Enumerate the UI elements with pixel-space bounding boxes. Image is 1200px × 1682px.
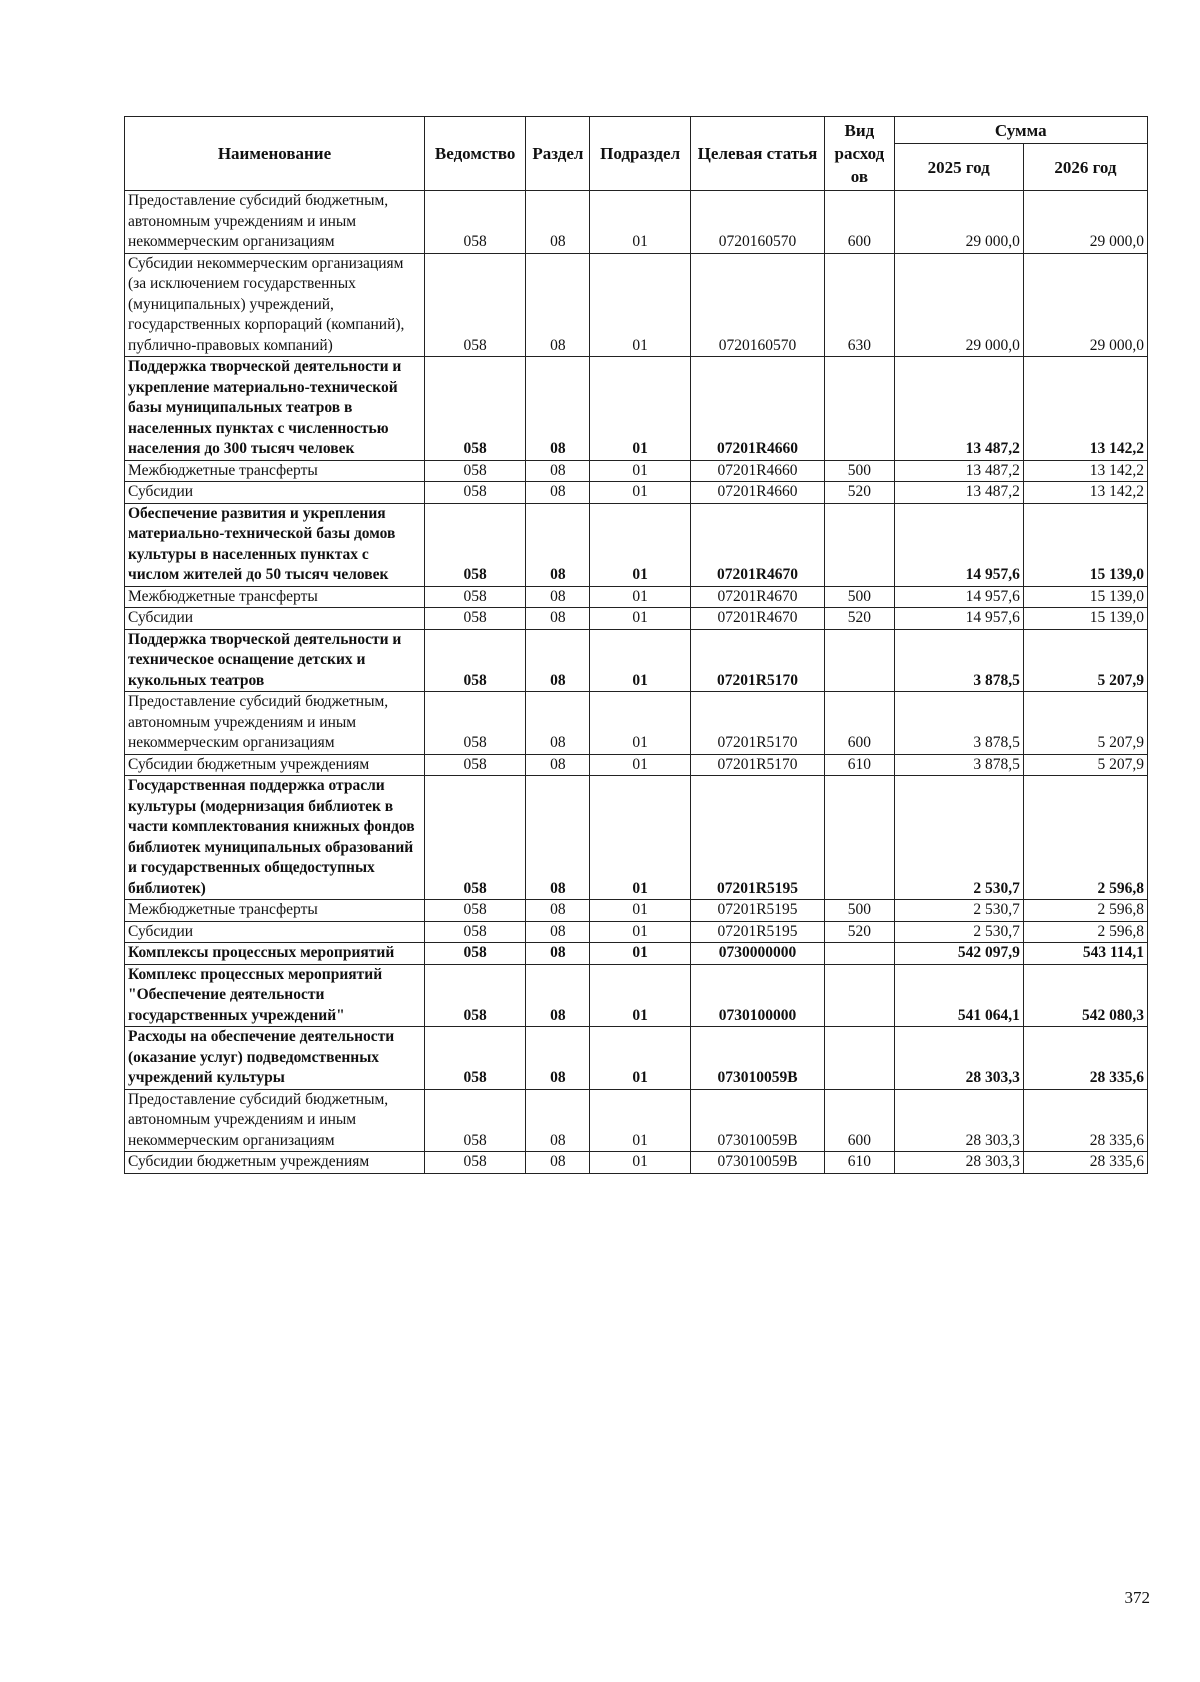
cell-name: Межбюджетные трансферты bbox=[125, 586, 425, 608]
cell-2026: 29 000,0 bbox=[1023, 191, 1147, 254]
cell-2025: 2 530,7 bbox=[894, 921, 1023, 943]
table-row bbox=[125, 1152, 1148, 1174]
cell-target: 07201R4670 bbox=[690, 608, 824, 630]
cell-vid bbox=[825, 1027, 894, 1090]
table-row bbox=[125, 900, 1148, 922]
cell-target: 07201R4660 bbox=[690, 357, 824, 461]
cell-target: 0730100000 bbox=[690, 964, 824, 1027]
header-vedomstvo: Ведомство bbox=[424, 117, 525, 191]
cell-razdel: 08 bbox=[526, 1089, 590, 1152]
cell-podrazdel: 01 bbox=[590, 1089, 690, 1152]
table-row bbox=[125, 191, 1148, 254]
table-body bbox=[125, 191, 1148, 1174]
cell-target: 07201R5170 bbox=[690, 629, 824, 692]
cell-2025: 28 303,3 bbox=[894, 1027, 1023, 1090]
cell-name: Поддержка творческой деятельности и техническое оснащение детских и кукольных театров bbox=[125, 629, 425, 692]
cell-2026: 29 000,0 bbox=[1023, 253, 1147, 357]
cell-name: Субсидии bbox=[125, 921, 425, 943]
cell-vid bbox=[825, 776, 894, 900]
cell-vid bbox=[825, 964, 894, 1027]
table-row bbox=[125, 460, 1148, 482]
cell-podrazdel: 01 bbox=[590, 357, 690, 461]
cell-vedomstvo: 058 bbox=[424, 921, 525, 943]
header-2025: 2025 год bbox=[894, 144, 1023, 191]
cell-2025: 29 000,0 bbox=[894, 253, 1023, 357]
cell-2025: 14 957,6 bbox=[894, 586, 1023, 608]
cell-razdel: 08 bbox=[526, 460, 590, 482]
cell-vid bbox=[825, 357, 894, 461]
table-row bbox=[125, 754, 1148, 776]
cell-razdel: 08 bbox=[526, 900, 590, 922]
cell-2026: 28 335,6 bbox=[1023, 1089, 1147, 1152]
cell-vid: 500 bbox=[825, 460, 894, 482]
cell-vid: 610 bbox=[825, 1152, 894, 1174]
cell-vid: 500 bbox=[825, 900, 894, 922]
cell-vedomstvo: 058 bbox=[424, 608, 525, 630]
table-row bbox=[125, 1089, 1148, 1152]
cell-2026: 542 080,3 bbox=[1023, 964, 1147, 1027]
cell-vedomstvo: 058 bbox=[424, 191, 525, 254]
cell-podrazdel: 01 bbox=[590, 253, 690, 357]
cell-name: Предоставление субсидий бюджетным, автономным учреждениям и иным некоммерческим организациям bbox=[125, 1089, 425, 1152]
cell-name: Субсидии бюджетным учреждениям bbox=[125, 754, 425, 776]
cell-podrazdel: 01 bbox=[590, 692, 690, 755]
cell-name: Межбюджетные трансферты bbox=[125, 900, 425, 922]
cell-vid: 600 bbox=[825, 191, 894, 254]
cell-2025: 13 487,2 bbox=[894, 357, 1023, 461]
cell-target: 0720160570 bbox=[690, 191, 824, 254]
cell-2026: 5 207,9 bbox=[1023, 692, 1147, 755]
cell-podrazdel: 01 bbox=[590, 776, 690, 900]
page-number: 372 bbox=[1124, 1588, 1150, 1607]
cell-vedomstvo: 058 bbox=[424, 503, 525, 586]
cell-razdel: 08 bbox=[526, 253, 590, 357]
table-row bbox=[125, 482, 1148, 504]
header-2026: 2026 год bbox=[1023, 144, 1147, 191]
budget-table bbox=[124, 116, 1148, 1174]
cell-name: Поддержка творческой деятельности и укрепление материально-технической базы муниципальных театров в населенных пунктах с численностью населения до 300 тысяч человек bbox=[125, 357, 425, 461]
table-row bbox=[125, 776, 1148, 900]
table-row bbox=[125, 692, 1148, 755]
cell-vid: 520 bbox=[825, 921, 894, 943]
cell-name: Государственная поддержка отрасли культуры (модернизация библиотек в части комплектования книжных фондов библиотек муниципальных образований и государственных общедоступных библиотек) bbox=[125, 776, 425, 900]
cell-vid: 520 bbox=[825, 608, 894, 630]
cell-2026: 13 142,2 bbox=[1023, 482, 1147, 504]
cell-2026: 15 139,0 bbox=[1023, 586, 1147, 608]
cell-podrazdel: 01 bbox=[590, 191, 690, 254]
cell-name: Межбюджетные трансферты bbox=[125, 460, 425, 482]
cell-2025: 2 530,7 bbox=[894, 900, 1023, 922]
cell-name: Субсидии bbox=[125, 482, 425, 504]
cell-vid bbox=[825, 943, 894, 965]
cell-2026: 28 335,6 bbox=[1023, 1027, 1147, 1090]
cell-vedomstvo: 058 bbox=[424, 776, 525, 900]
cell-2026: 2 596,8 bbox=[1023, 921, 1147, 943]
cell-name: Предоставление субсидий бюджетным, автономным учреждениям и иным некоммерческим организациям bbox=[125, 191, 425, 254]
cell-2025: 13 487,2 bbox=[894, 482, 1023, 504]
cell-vid bbox=[825, 629, 894, 692]
cell-vedomstvo: 058 bbox=[424, 1089, 525, 1152]
cell-target: 07201R5170 bbox=[690, 692, 824, 755]
cell-2026: 2 596,8 bbox=[1023, 776, 1147, 900]
cell-podrazdel: 01 bbox=[590, 629, 690, 692]
cell-target: 073010059В bbox=[690, 1152, 824, 1174]
cell-vedomstvo: 058 bbox=[424, 1027, 525, 1090]
cell-name: Предоставление субсидий бюджетным, автономным учреждениям и иным некоммерческим организациям bbox=[125, 692, 425, 755]
cell-2026: 5 207,9 bbox=[1023, 629, 1147, 692]
cell-target: 07201R4660 bbox=[690, 460, 824, 482]
cell-target: 0720160570 bbox=[690, 253, 824, 357]
cell-vedomstvo: 058 bbox=[424, 1152, 525, 1174]
cell-vedomstvo: 058 bbox=[424, 357, 525, 461]
cell-podrazdel: 01 bbox=[590, 503, 690, 586]
cell-vedomstvo: 058 bbox=[424, 754, 525, 776]
cell-vid: 600 bbox=[825, 692, 894, 755]
cell-razdel: 08 bbox=[526, 943, 590, 965]
cell-target: 07201R4660 bbox=[690, 482, 824, 504]
cell-name: Комплекс процессных мероприятий "Обеспечение деятельности государственных учреждений" bbox=[125, 964, 425, 1027]
cell-vid: 610 bbox=[825, 754, 894, 776]
cell-podrazdel: 01 bbox=[590, 460, 690, 482]
cell-2026: 28 335,6 bbox=[1023, 1152, 1147, 1174]
cell-2025: 2 530,7 bbox=[894, 776, 1023, 900]
cell-vedomstvo: 058 bbox=[424, 900, 525, 922]
cell-target: 073010059В bbox=[690, 1027, 824, 1090]
cell-podrazdel: 01 bbox=[590, 608, 690, 630]
header-summa: Сумма bbox=[894, 117, 1147, 144]
cell-vid: 500 bbox=[825, 586, 894, 608]
cell-razdel: 08 bbox=[526, 692, 590, 755]
cell-razdel: 08 bbox=[526, 964, 590, 1027]
cell-razdel: 08 bbox=[526, 503, 590, 586]
header-target: Целевая статья bbox=[690, 117, 824, 191]
cell-razdel: 08 bbox=[526, 191, 590, 254]
cell-vedomstvo: 058 bbox=[424, 586, 525, 608]
header-name: Наименование bbox=[125, 117, 425, 191]
cell-name: Комплексы процессных мероприятий bbox=[125, 943, 425, 965]
cell-name: Обеспечение развития и укрепления материально-технической базы домов культуры в населенных пунктах с числом жителей до 50 тысяч человек bbox=[125, 503, 425, 586]
cell-2026: 13 142,2 bbox=[1023, 357, 1147, 461]
cell-razdel: 08 bbox=[526, 586, 590, 608]
cell-name: Субсидии бюджетным учреждениям bbox=[125, 1152, 425, 1174]
cell-vedomstvo: 058 bbox=[424, 482, 525, 504]
table-row bbox=[125, 629, 1148, 692]
cell-target: 07201R5195 bbox=[690, 921, 824, 943]
cell-vedomstvo: 058 bbox=[424, 253, 525, 357]
cell-2026: 13 142,2 bbox=[1023, 460, 1147, 482]
cell-vedomstvo: 058 bbox=[424, 460, 525, 482]
cell-target: 0730000000 bbox=[690, 943, 824, 965]
cell-2025: 542 097,9 bbox=[894, 943, 1023, 965]
cell-podrazdel: 01 bbox=[590, 900, 690, 922]
cell-razdel: 08 bbox=[526, 754, 590, 776]
cell-2026: 15 139,0 bbox=[1023, 608, 1147, 630]
cell-podrazdel: 01 bbox=[590, 964, 690, 1027]
table-row bbox=[125, 253, 1148, 357]
cell-name: Субсидии некоммерческим организациям (за исключением государственных (муниципальных) учреждений, государственных корпораций (компаний), публично-правовых компаний) bbox=[125, 253, 425, 357]
cell-target: 07201R5195 bbox=[690, 900, 824, 922]
cell-vid: 520 bbox=[825, 482, 894, 504]
cell-podrazdel: 01 bbox=[590, 943, 690, 965]
cell-2025: 14 957,6 bbox=[894, 503, 1023, 586]
cell-target: 07201R4670 bbox=[690, 503, 824, 586]
cell-razdel: 08 bbox=[526, 629, 590, 692]
cell-podrazdel: 01 bbox=[590, 482, 690, 504]
cell-2025: 29 000,0 bbox=[894, 191, 1023, 254]
cell-razdel: 08 bbox=[526, 1027, 590, 1090]
cell-vid bbox=[825, 503, 894, 586]
cell-2026: 5 207,9 bbox=[1023, 754, 1147, 776]
cell-razdel: 08 bbox=[526, 608, 590, 630]
cell-podrazdel: 01 bbox=[590, 754, 690, 776]
table-row bbox=[125, 357, 1148, 461]
cell-target: 07201R5170 bbox=[690, 754, 824, 776]
cell-2026: 2 596,8 bbox=[1023, 900, 1147, 922]
cell-2025: 13 487,2 bbox=[894, 460, 1023, 482]
cell-target: 07201R5195 bbox=[690, 776, 824, 900]
table-row bbox=[125, 586, 1148, 608]
cell-2025: 28 303,3 bbox=[894, 1089, 1023, 1152]
header-podrazdel: Подраздел bbox=[590, 117, 690, 191]
cell-podrazdel: 01 bbox=[590, 586, 690, 608]
cell-2025: 541 064,1 bbox=[894, 964, 1023, 1027]
cell-vedomstvo: 058 bbox=[424, 943, 525, 965]
cell-vedomstvo: 058 bbox=[424, 692, 525, 755]
cell-razdel: 08 bbox=[526, 482, 590, 504]
cell-razdel: 08 bbox=[526, 921, 590, 943]
table-row bbox=[125, 921, 1148, 943]
cell-name: Субсидии bbox=[125, 608, 425, 630]
cell-2025: 3 878,5 bbox=[894, 692, 1023, 755]
cell-podrazdel: 01 bbox=[590, 1152, 690, 1174]
table-row bbox=[125, 503, 1148, 586]
cell-razdel: 08 bbox=[526, 1152, 590, 1174]
table-row bbox=[125, 608, 1148, 630]
table-row bbox=[125, 1027, 1148, 1090]
cell-vedomstvo: 058 bbox=[424, 629, 525, 692]
table-row bbox=[125, 943, 1148, 965]
cell-razdel: 08 bbox=[526, 357, 590, 461]
cell-target: 073010059В bbox=[690, 1089, 824, 1152]
table-row bbox=[125, 964, 1148, 1027]
cell-podrazdel: 01 bbox=[590, 1027, 690, 1090]
header-razdel: Раздел bbox=[526, 117, 590, 191]
cell-vedomstvo: 058 bbox=[424, 964, 525, 1027]
header-vid: Вид расход ов bbox=[825, 117, 894, 191]
cell-vid: 630 bbox=[825, 253, 894, 357]
cell-vid: 600 bbox=[825, 1089, 894, 1152]
cell-2025: 14 957,6 bbox=[894, 608, 1023, 630]
cell-2026: 543 114,1 bbox=[1023, 943, 1147, 965]
cell-2026: 15 139,0 bbox=[1023, 503, 1147, 586]
cell-razdel: 08 bbox=[526, 776, 590, 900]
cell-name: Расходы на обеспечение деятельности (оказание услуг) подведомственных учреждений культуры bbox=[125, 1027, 425, 1090]
cell-podrazdel: 01 bbox=[590, 921, 690, 943]
cell-2025: 28 303,3 bbox=[894, 1152, 1023, 1174]
cell-target: 07201R4670 bbox=[690, 586, 824, 608]
cell-2025: 3 878,5 bbox=[894, 754, 1023, 776]
cell-2025: 3 878,5 bbox=[894, 629, 1023, 692]
